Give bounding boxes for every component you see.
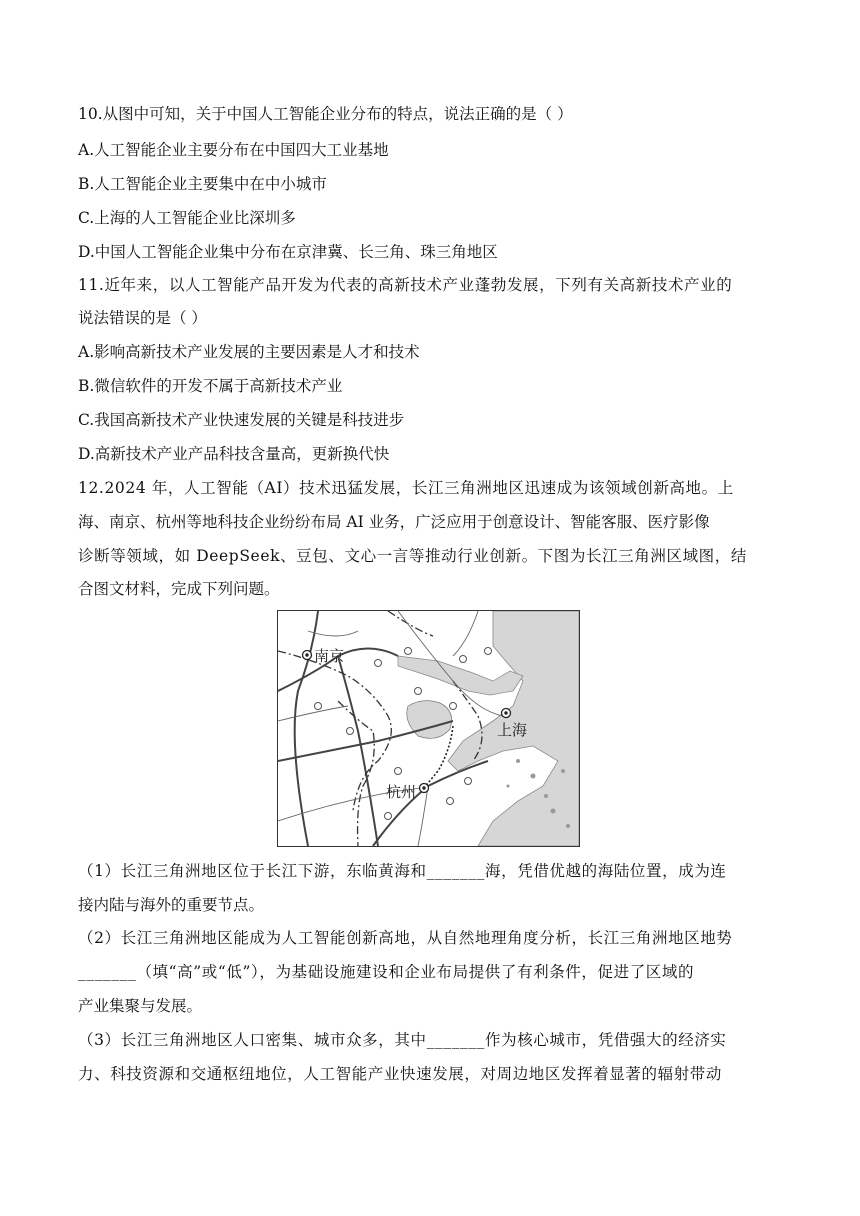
yangtze-delta-map bbox=[277, 610, 580, 847]
q10-option-b: B.人工智能企业主要集中在中小城市 bbox=[78, 175, 327, 193]
q12-sub-1-line-1: （1）长江三角洲地区位于长江下游，东临黄海和_______海，凭借优越的海陆位置，成为连 bbox=[78, 862, 727, 880]
q11-stem-line-1: 11.近年来，以人工智能产品开发为代表的高新技术产业蓬勃发展，下列有关高新技术产业的 bbox=[78, 276, 733, 294]
q11-option-a: A.影响高新技术产业发展的主要因素是人才和技术 bbox=[78, 343, 420, 361]
nanjing-marker bbox=[303, 647, 345, 665]
q12-sub-3-line-2: 力、科技资源和交通枢纽地位，人工智能产业快速发展，对周边地区发挥着显著的辐射带动 bbox=[78, 1065, 723, 1083]
q12-stem-line-4: 合图文材料，完成下列问题。 bbox=[78, 580, 280, 598]
q10-stem: 10.从图中可知，关于中国人工智能企业分布的特点，说法正确的是（ ） bbox=[78, 105, 573, 123]
q10-option-d: D.中国人工智能企业集中分布在京津冀、长三角、珠三角地区 bbox=[78, 243, 498, 261]
q12-sub-1-line-2: 接内陆与海外的重要节点。 bbox=[78, 896, 265, 914]
q11-stem-line-2: 说法错误的是（ ） bbox=[78, 309, 207, 327]
hangzhou-marker bbox=[386, 783, 429, 801]
q12-stem-line-1: 12.2024 年，人工智能（AI）技术迅猛发展，长江三角洲地区迅速成为该领域创新高地。上 bbox=[78, 479, 734, 497]
q12-sub-2-line-3: 产业集聚与发展。 bbox=[78, 997, 203, 1015]
nanjing-label: 南京 bbox=[314, 647, 345, 665]
q12-sub-3-line-1: （3）长江三角洲地区人口密集、城市众多，其中_______作为核心城市，凭借强大的经济实 bbox=[78, 1031, 727, 1049]
hangzhou-label: 杭州 bbox=[386, 783, 417, 801]
q10-option-a: A.人工智能企业主要分布在中国四大工业基地 bbox=[78, 141, 389, 159]
q10-option-c: C.上海的人工智能企业比深圳多 bbox=[78, 209, 296, 227]
q12-sub-2-line-2: _______（填“高”或“低”），为基础设施建设和企业布局提供了有利条件，促进了区域的 bbox=[78, 963, 695, 981]
q11-option-c: C.我国高新技术产业快速发展的关键是科技进步 bbox=[78, 411, 405, 429]
q11-option-b: B.微信软件的开发不属于高新技术产业 bbox=[78, 377, 343, 395]
q12-sub-2-line-1: （2）长江三角洲地区能成为人工智能创新高地，从自然地理角度分析，长江三角洲地区地势 bbox=[78, 929, 733, 947]
q11-option-d: D.高新技术产业产品科技含量高，更新换代快 bbox=[78, 445, 390, 463]
q12-stem-line-2: 海、南京、杭州等地科技企业纷纷布局 AI 业务，广泛应用于创意设计、智能客服、医疗影像 bbox=[78, 513, 710, 531]
q12-stem-line-3: 诊断等领域，如 DeepSeek、豆包、文心一言等推动行业创新。下图为长江三角洲区域图，结 bbox=[78, 547, 747, 565]
shanghai-label: 上海 bbox=[497, 721, 528, 739]
